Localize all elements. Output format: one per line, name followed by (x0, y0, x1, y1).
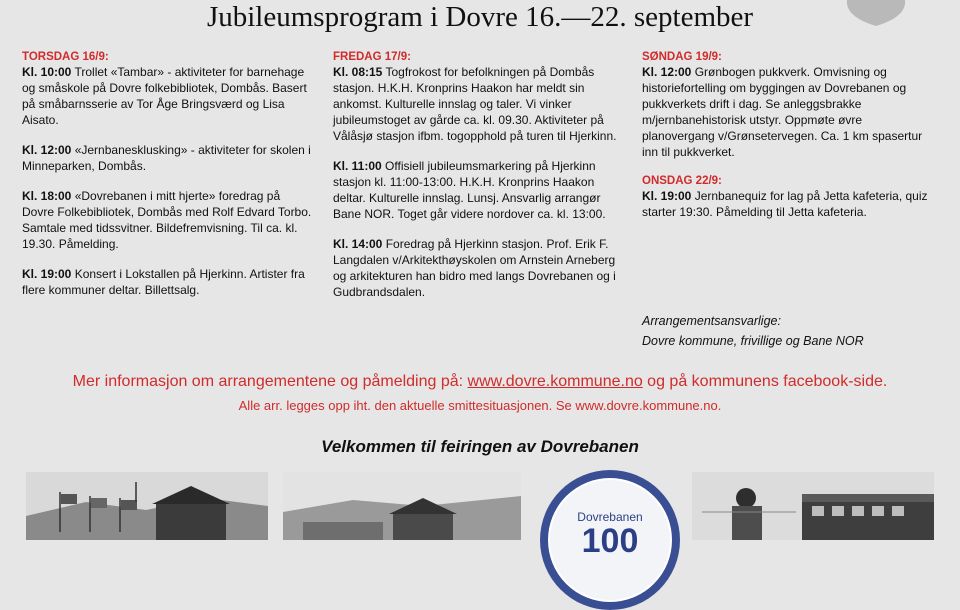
event-item (642, 188, 932, 220)
event-item (22, 142, 312, 174)
event-text: Konsert i Lokstallen på Hjerkinn. Artister fra flere kommuner deltar. Billettsalg. (22, 267, 305, 297)
event-item (333, 64, 623, 144)
event-item (333, 236, 623, 300)
event-time: Kl. 18:00 (22, 189, 72, 203)
event-time: Kl. 12:00 (22, 143, 72, 157)
event-item (22, 64, 312, 128)
event-time: Kl. 12:00 (642, 65, 692, 79)
welcome-heading: Velkommen til feiringen av Dovrebanen (321, 437, 639, 456)
dovrebanen-100-badge (540, 470, 680, 610)
event-text: Jernbanequiz for lag på Jetta kafeteria, quiz starter 19:30. Påmelding til Jetta kafeteria. (642, 189, 928, 219)
event-text: Trollet «Tambar» - aktiviteter for barnehage og småskole på Dovre folkebibliotek, Dombås. Basert på småbarnsserie av Tor Åge Bringsværd og Lisa Aisato. (22, 65, 307, 127)
historic-photo-station (283, 472, 521, 540)
badge-number: 100 (581, 522, 639, 560)
page-title: Jubileumsprogram i Dovre 16.—22. september (206, 1, 754, 33)
badge-name: Dovrebanen (577, 510, 643, 524)
day-heading: SØNDAG 19/9: (642, 51, 722, 63)
event-item (22, 188, 312, 252)
info-suffix: og på kommunens facebook-side. (642, 373, 888, 390)
event-time: Kl. 08:15 (333, 65, 383, 79)
event-text: Foredrag på Hjerkinn stasjon. Prof. Erik F. Langdalen v/Arkitekthøyskolen om Arnstein Arneberg og arkitekturen han bidro med langs Dovrebanen og i Gudbrandsdalen. (333, 237, 616, 299)
event-item (642, 64, 932, 160)
event-item (22, 266, 312, 298)
program-column-2 (333, 50, 623, 314)
event-item (333, 158, 623, 222)
more-info (0, 372, 960, 392)
event-text: «Jernbanesklusking» - aktiviteter for skolen i Minneparken, Dombås. (22, 143, 311, 173)
program-column-1 (22, 50, 312, 312)
event-text: Grønbogen pukkverk. Omvisning og historiefortelling om byggingen av Dovrebanen og pukkverkets drift i dag. Se anleggsbrakke m/jernbanehistorisk utstyr. Oppmøte øvre planovergang v/Grønsetervegen. Ca. 1 km spasertur inn til pukkverket. (642, 65, 923, 159)
day-heading: TORSDAG 16/9: (22, 51, 109, 63)
historic-photo-train (692, 472, 934, 540)
day-heading: FREDAG 17/9: (333, 51, 411, 63)
historic-photo-flags (26, 472, 268, 540)
event-time: Kl. 19:00 (22, 267, 72, 281)
day-heading: ONSDAG 22/9: (642, 175, 722, 187)
organizers (642, 311, 942, 351)
event-text: «Dovrebanen i mitt hjerte» foredrag på Dovre Folkebibliotek, Dombås med Rolf Edvard Torbo. Samtale med tidssvitner. Bildefremvisning. Til ca. kl. 19.30. Påmelding. (22, 189, 312, 251)
event-text: Offisiell jubileumsmarkering på Hjerkinn stasjon kl. 11:00-13:00. H.K.H. Kronprins Haakon deltar. Kulturelle innslag. Lunsj. Ansvarlig arrangør Bane NOR. Toget går videre nordover ca. kl. 13:00. (333, 159, 606, 221)
program-column-3 (642, 50, 932, 234)
covid-note: Alle arr. legges opp iht. den aktuelle smittesituasjonen. Se www.dovre.kommune.no. (238, 398, 722, 413)
shield-icon (845, 0, 907, 26)
organizers-names: Dovre kommune, frivillige og Bane NOR (642, 334, 864, 348)
event-time: Kl. 19:00 (642, 189, 692, 203)
website-link[interactable]: www.dovre.kommune.no (467, 373, 643, 390)
event-text: Togfrokost for befolkningen på Dombås stasjon. H.K.H. Kronprins Haakon har meldt sin ankomst. Kulturelle innslag og taler. Vi vinker jubileumstoget av gårde ca. kl. 09.30. Aktiviteter på Vålåsjø stasjon ifbm. togopphold på turen til Hjerkinn. (333, 65, 617, 143)
organizers-label: Arrangementsansvarlige: (642, 314, 781, 328)
event-time: Kl. 11:00 (333, 159, 382, 173)
event-time: Kl. 10:00 (22, 65, 72, 79)
info-prefix: Mer informasjon om arrangementene og påmelding på: (72, 373, 468, 390)
event-time: Kl. 14:00 (333, 237, 383, 251)
